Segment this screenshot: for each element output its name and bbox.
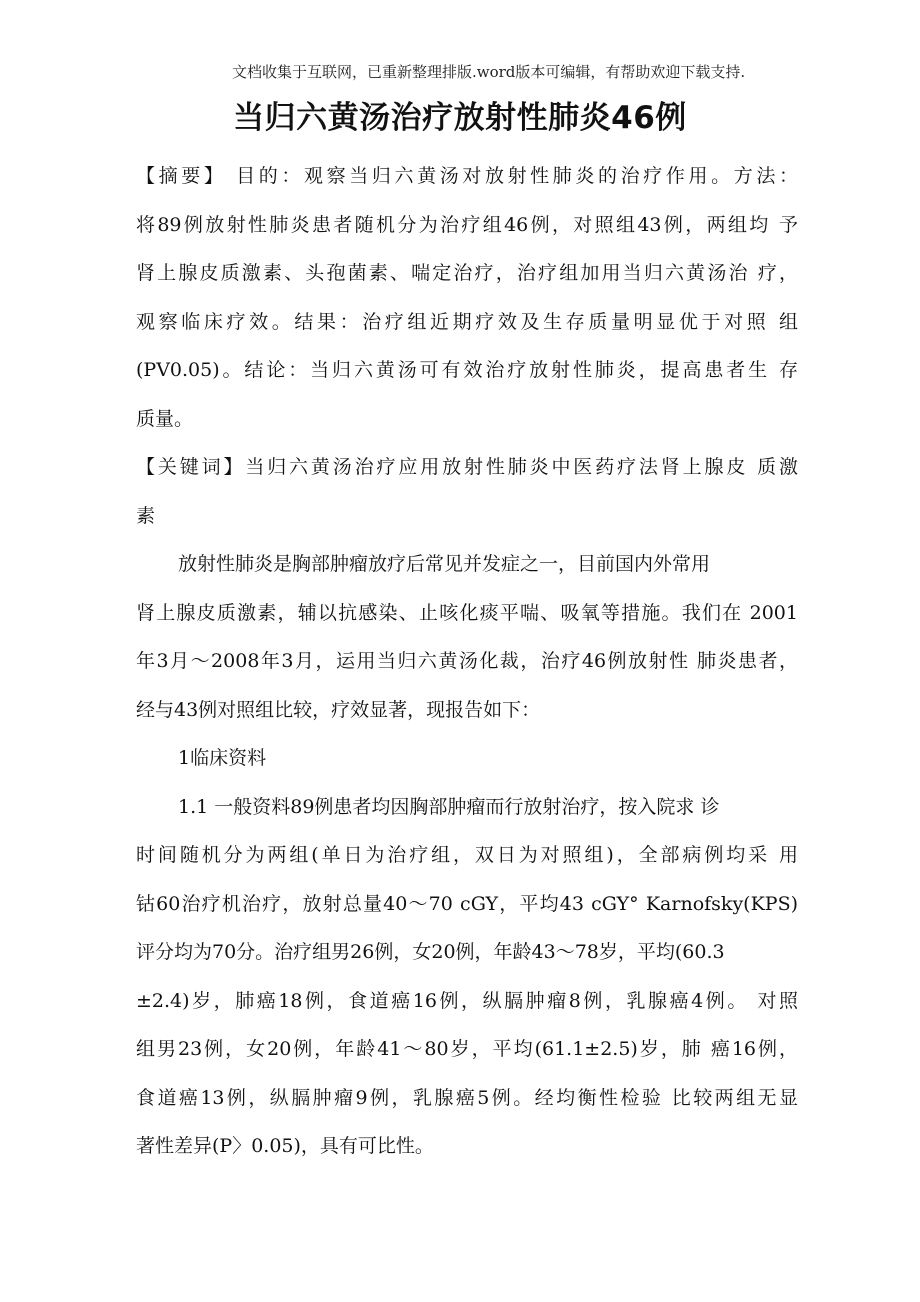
general-info-line: 钴60治疗机治疗，放射总量40〜70 cGY，平均43 cGY° Karnofsky(KPS) xyxy=(136,892,798,915)
general-info-paragraph xyxy=(136,783,798,1171)
intro-paragraph xyxy=(136,540,798,734)
abstract-line: 将89例放射性肺炎患者随机分为治疗组46例，对照组43例，两组均 予 xyxy=(136,213,798,236)
abstract-line: (PV0.05)。结论：当归六黄汤可有效治疗放射性肺炎，提高患者生 存 xyxy=(136,359,798,381)
article-body xyxy=(136,152,798,1171)
general-info-line: ±2.4)岁，肺癌18例，食道癌16例，纵膈肿瘤8例，乳腺癌4例。 对照 xyxy=(136,989,798,1012)
general-info-line: 组男23例，女20例，年龄41〜80岁，平均(61.1±2.5)岁，肺 癌16例， xyxy=(136,1038,798,1060)
abstract-line: 【摘要】 目的：观察当归六黄汤对放射性肺炎的治疗作用。方法： xyxy=(136,165,798,187)
header-note: 文档收集于互联网，已重新整理排版.word版本可编辑，有帮助欢迎下载支持. xyxy=(232,63,746,81)
general-info-line: 1.1 一般资料89例患者均因胸部肿瘤而行放射治疗，按入院求 诊 xyxy=(178,795,720,818)
abstract-paragraph xyxy=(136,152,798,443)
general-info-line: 评分均为70分。治疗组男26例，女20例，年龄43〜78岁，平均(60.3 xyxy=(136,941,725,963)
general-info-line: 食道癌13例，纵膈肿瘤9例，乳腺癌5例。经均衡性检验 比较两组无显 xyxy=(136,1086,798,1109)
general-info-line: 著性差异(P〉0.05)，具有可比性。 xyxy=(136,1135,434,1157)
abstract-line: 质量。 xyxy=(136,407,194,430)
intro-line: 年3月〜2008年3月，运用当归六黄汤化裁，治疗46例放射性 肺炎患者， xyxy=(136,650,798,672)
page-title: 当归六黄汤治疗放射性肺炎46例 xyxy=(233,100,687,136)
keywords-line: 【关键词】当归六黄汤治疗应用放射性肺炎中医药疗法肾上腺皮 质激 xyxy=(136,456,798,478)
keywords-paragraph xyxy=(136,443,798,540)
abstract-line: 观察临床疗效。结果：治疗组近期疗效及生存质量明显优于对照 组 xyxy=(136,310,798,333)
intro-line: 放射性肺炎是胸部肿瘤放疗后常见并发症之一，目前国内外常用 xyxy=(178,553,711,575)
section-heading: 1临床资料 xyxy=(178,747,267,769)
intro-line: 经与43例对照组比较，疗效显著，现报告如下： xyxy=(136,698,541,721)
abstract-line: 肾上腺皮质激素、头孢菌素、喘定治疗，治疗组加用当归六黄汤治 疗， xyxy=(136,262,798,284)
keywords-line: 素 xyxy=(136,504,156,527)
general-info-line: 时间随机分为两组(单日为治疗组，双日为对照组)，全部病例均采 用 xyxy=(136,844,798,866)
intro-line: 肾上腺皮质激素，辅以抗感染、止咳化痰平喘、吸氧等措施。我们在 2001 xyxy=(136,601,798,624)
